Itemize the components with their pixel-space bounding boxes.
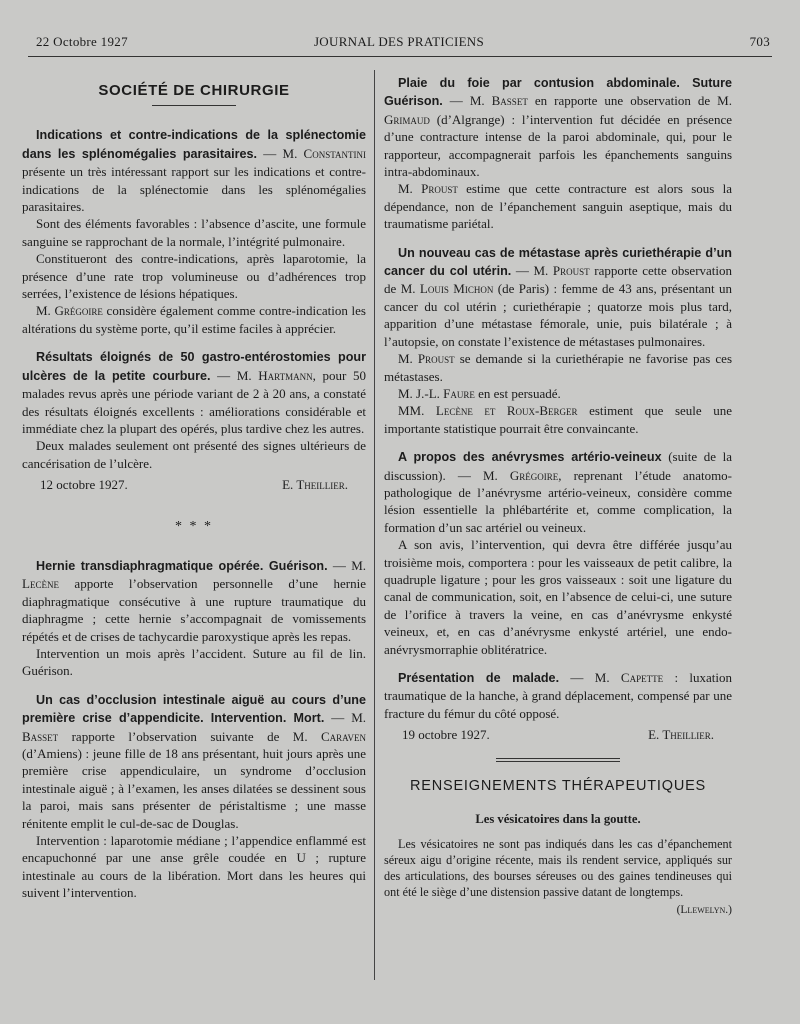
signature-date: 12 octobre 1927. xyxy=(40,477,128,493)
article-title: Un cas d’occlusion intestinale aiguë au cours d’une première crise d’appendicite. Intervention. Mort. xyxy=(22,692,366,726)
author: M. Proust xyxy=(533,263,590,279)
paragraph: estiment que seule une importante statistique pourrait être convaincante. xyxy=(384,403,732,436)
author: M. Grimaud xyxy=(384,93,732,127)
paragraph: , pour 50 malades revus après une période variant de 2 à 20 ans, a constaté des résultats éloignés excellents : améliorations considérable et immédiate chez la plupart des opérés, plus tardive chez les autres. xyxy=(22,367,366,436)
author: M. Caraven xyxy=(292,728,366,744)
author: M. Basset xyxy=(22,710,366,744)
left-column xyxy=(22,74,366,902)
dash: — xyxy=(327,557,352,573)
signature xyxy=(22,476,366,493)
article-title: Un nouveau cas de métastase après curiethérapie d’un cancer du col utérin. xyxy=(384,245,732,279)
article-title: A propos des anévrysmes artério-veineux xyxy=(398,450,662,465)
author: M. Louis Michon xyxy=(400,281,494,297)
dash: — xyxy=(559,670,595,685)
dash: — xyxy=(445,467,483,483)
author: M. Lecène xyxy=(22,557,366,592)
paragraph: Sont des éléments favorables : l’absence d’ascite, une formule sanguine se rapprochant de la normale, l’intégrité pulmonaire. xyxy=(22,216,366,249)
dash: — xyxy=(257,145,283,161)
paragraph: apporte l’observation personnelle d’une hernie diaphragmatique consécutive à une rupture traumatique du diaphragme ; cette hernie s’accompagnait de vomissements répétés et de crises de tachycardie paroxystique après les repas. xyxy=(22,576,366,644)
paragraph: se demande si la curiethérapie ne favorise pas ces métastases. xyxy=(384,351,733,384)
article-occlusion xyxy=(22,691,366,902)
article-metastase xyxy=(384,244,732,437)
author: M. Capette xyxy=(594,670,664,685)
article-title: Hernie transdiaphragmatique opérée. Guérison. xyxy=(36,558,328,573)
paragraph: Intervention : laparotomie médiane ; l’appendice enflammé est encapuchonné par une anse grêle coudée en U ; rupture intestinale au cours de la libération. Mort dans les heures qui suivent l’intervention. xyxy=(22,833,366,901)
author: M. Grégoire xyxy=(482,467,559,483)
author: M. Proust xyxy=(398,351,455,367)
paragraph: (de Paris) : femme de 43 ans, présentant un cancer du col utérin ; curiethérapie ; quatorze mois plus tard, apparition d’une métastase fémorale, unie, puis bilatérale ; à l’autopsie, on constate l’existence de métastases pulmonaires. xyxy=(384,281,732,349)
dash: — xyxy=(442,93,470,109)
article-title: Indications et contre-indications de la splénectomie dans les splénomégalies parasitaires. xyxy=(22,128,366,161)
article-hernie xyxy=(22,557,366,680)
paragraph: rapporte cette observation de xyxy=(384,263,733,297)
article-title: Plaie du foie par contusion abdominale. Suture Guérison. xyxy=(384,76,732,109)
signature-date: 19 octobre 1927. xyxy=(402,727,490,743)
paragraph: en rapporte une observation de xyxy=(527,93,718,109)
paragraph: (d’Algrange) : l’intervention fut décidée en présence d’une contracture intense de la paroi abdominale, qui, pour le rapporteur, accompagnerait parfois les épanchements sanguins intra-abdominaux. xyxy=(384,111,732,180)
signature-name: E. Theillier. xyxy=(648,727,714,743)
author: M. Constantini xyxy=(282,145,366,161)
asterism-separator: * * * xyxy=(175,518,213,534)
article-presentation-malade xyxy=(384,669,732,744)
paragraph: Constitueront des contre-indications, après laparotomie, la présence d’une rate trop volumineuse ou d’adhérences trop serrées, l’existence de lésions hépatiques. xyxy=(22,251,366,302)
paragraph: : luxation traumatique de la hanche, à grand déplacement, compensé par une fracture du fémur du côté opposé. xyxy=(384,670,732,721)
paragraph: , reprenant l’étude anatomo-pathologique de l’anévrysme artério-veineux, considère comme lésion essentielle la phlébartérite et, comme complication, la formation d’un sac artériel ou veineux. xyxy=(384,467,733,535)
paragraph: présente un très intéressant rapport sur les indications et contre-indications de la splénectomie dans les splénomégalies parasitaires. xyxy=(22,164,366,215)
article-anevrysmes xyxy=(384,448,732,658)
page-header xyxy=(28,34,770,54)
article-title: Présentation de malade. xyxy=(398,671,560,685)
header-date: 22 Octobre 1927 xyxy=(36,34,128,49)
article-plaie-foie xyxy=(384,74,732,233)
dash: — xyxy=(324,710,352,726)
dash: — xyxy=(210,367,237,383)
paragraph: rapporte l’observation suivante de xyxy=(58,728,293,744)
author: M. Basset xyxy=(469,93,528,109)
paragraph: (suite de la discussion). xyxy=(384,449,732,483)
author: M. J.-L. Faure xyxy=(398,385,475,401)
paragraph: Deux malades seulement ont présenté des signes ultérieurs de cancérisation de l’ulcère. xyxy=(22,438,366,471)
header-page-number: 703 xyxy=(749,34,770,49)
article-title-vesicatoires: Les vésicatoires dans la goutte. xyxy=(475,812,641,827)
article-gastro-enterostomies xyxy=(22,348,366,493)
signature xyxy=(384,726,732,743)
author: (Llewelyn.) xyxy=(676,904,732,917)
section-double-rule xyxy=(496,758,620,762)
header-rule xyxy=(28,56,772,57)
column-divider xyxy=(374,70,375,980)
author: M. Grégoire xyxy=(36,303,103,319)
section-title-renseignements: RENSEIGNEMENTS THÉRAPEUTIQUES xyxy=(409,777,707,794)
author: MM. Lecène et Roux-Berger xyxy=(398,403,578,419)
right-column xyxy=(384,74,732,920)
article-title: Résultats éloignés de 50 gastro-entérostomies pour ulcères de la petite courbure. xyxy=(22,350,366,383)
paragraph: considère également comme contre-indication les altérations du système porte, qu’il estime faciles à apprécier. xyxy=(22,303,366,336)
section-title-chirurgie: SOCIÉTÉ DE CHIRURGIE xyxy=(98,82,290,99)
signature-name: E. Theillier. xyxy=(282,477,348,493)
section-rule xyxy=(152,105,236,106)
paragraph: estime que cette contracture est alors sous la dépendance, non de l’épanchement sanguin aseptique, mais du traumatisme pariétal. xyxy=(384,181,732,232)
paragraph: A son avis, l’intervention, qui devra être différée jusqu’au troisième mois, comportera : pour les vaisseaux de petit calibre, la quadruple ligature ; pour les gros vaisseaux : soit une ligature du canal de communication, soit, en l’absence de celui-ci, une suture de l’orifice à travers la veine, en cas d’anévrysme enkysté veineux, et, en cas d’anévrysme enkysté artériel, une endo-anévrysmorraphie oblitératrice. xyxy=(384,537,732,657)
article-splenectomie xyxy=(22,126,366,337)
author: M. Hartmann xyxy=(236,367,313,383)
paragraph: Les vésicatoires ne sont pas indiqués dans les cas d’épanchement séreux aigu d’origine récente, mais ils rendent service, appliqués sur des articulations, des bourses séreuses ou des gaines tendineuses qui ont été le siège d’une distension passive datant de longtemps. xyxy=(384,837,732,900)
paragraph: Intervention un mois après l’accident. Suture au fil de lin. Guérison. xyxy=(22,645,366,679)
dash: — xyxy=(511,263,534,279)
paragraph: (d’Amiens) : jeune fille de 18 ans présentant, huit jours après une première crise appendiculaire, un syndrome d’occlusion intestinale aiguë ; à l’examen, les anses dilatées se dessinent sous la paroi, mais sans présenter de péristaltisme ; une masse rénitente emplit le cul-de-sac de Douglas. xyxy=(22,746,366,831)
header-journal-title: JOURNAL DES PRATICIENS xyxy=(313,34,485,49)
paragraph: en est persuadé. xyxy=(474,385,561,401)
author: M. Proust xyxy=(398,181,458,197)
